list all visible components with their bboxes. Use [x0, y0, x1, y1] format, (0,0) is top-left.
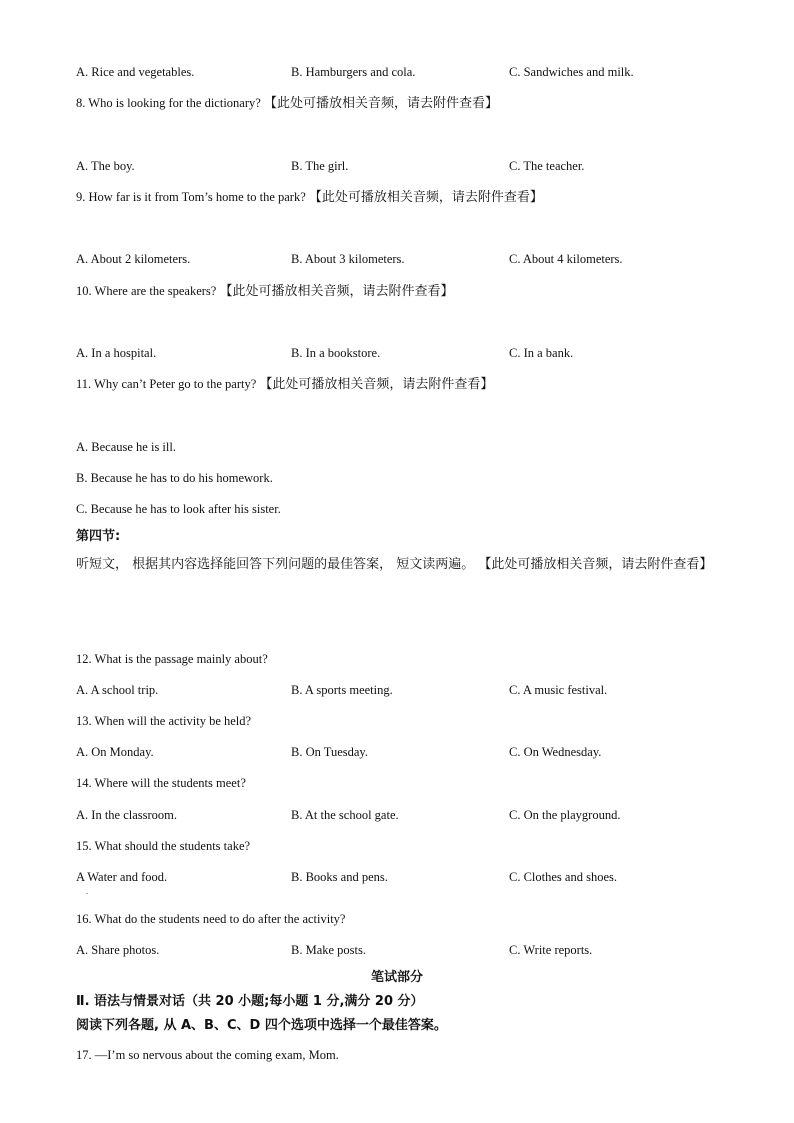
q16-question: 16. What do the students need to do after the activity? — [76, 912, 346, 926]
q9-question: 9. How far is it from Tom’s home to the park? — [76, 190, 306, 204]
q9-option-a: A. About 2 kilometers. — [76, 252, 191, 266]
q8-question-line — [76, 95, 498, 112]
q16-option-c: C. Write reports. — [509, 943, 593, 957]
q12-option-b: B. A sports meeting. — [291, 683, 393, 697]
q10-option-a: A. In a hospital. — [76, 346, 157, 360]
q10-audio-note[interactable]: 【此处可播放相关音频，请去附件查看】 — [219, 284, 454, 299]
q9-option-b: B. About 3 kilometers. — [291, 252, 405, 266]
q8-option-c: C. The teacher. — [509, 159, 585, 173]
q8-audio-note[interactable]: 【此处可播放相关音频，请去附件查看】 — [263, 96, 498, 111]
q13-question: 13. When will the activity be held? — [76, 714, 252, 728]
q10-option-c: C. In a bank. — [509, 346, 574, 360]
q11-question-line — [76, 376, 493, 393]
q15-option-a: A Water and food. — [76, 870, 168, 884]
written-section-title: 笔试部分 — [370, 970, 423, 985]
q14-option-a: A. In the classroom. — [76, 808, 178, 822]
q9-audio-note[interactable]: 【此处可播放相关音频，请去附件查看】 — [308, 190, 543, 205]
q15-question: 15. What should the students take? — [76, 839, 251, 853]
q12-question: 12. What is the passage mainly about? — [76, 652, 268, 666]
q16-option-a: A. Share photos. — [76, 943, 160, 957]
q14-option-c: C. On the playground. — [509, 808, 621, 822]
section4-instruction: 听短文， 根据其内容选择能回答下列问题的最佳答案， 短文读两遍。 【此处可播放相关音频，请去附件查看】 — [76, 557, 713, 572]
q15-option-b: B. Books and pens. — [291, 870, 388, 884]
q11-question: 11. Why can’t Peter go to the party? — [76, 377, 257, 391]
section4-heading: 第四节: — [76, 529, 121, 544]
q11-option-a: A. Because he is ill. — [76, 440, 176, 454]
q8-question: 8. Who is looking for the dictionary? — [76, 96, 261, 110]
q13-option-b: B. On Tuesday. — [291, 745, 368, 759]
q8-option-b: B. The girl. — [291, 159, 349, 173]
q10-question-line — [76, 283, 453, 300]
q10-question: 10. Where are the speakers? — [76, 284, 217, 298]
q8-option-a: A. The boy. — [76, 159, 135, 173]
q7-option-b: B. Hamburgers and cola. — [291, 65, 416, 79]
q10-option-b: B. In a bookstore. — [291, 346, 381, 360]
q13-option-a: A. On Monday. — [76, 745, 154, 759]
q15-option-c: C. Clothes and shoes. — [509, 870, 617, 884]
q16-option-b: B. Make posts. — [291, 943, 366, 957]
q11-option-c: C. Because he has to look after his sister. — [76, 502, 281, 516]
q11-audio-note[interactable]: 【此处可播放相关音频，请去附件查看】 — [259, 377, 494, 392]
q13-option-c: C. On Wednesday. — [509, 745, 602, 759]
q14-option-b: B. At the school gate. — [291, 808, 399, 822]
q9-question-line — [76, 189, 543, 206]
q7-option-a: A. Rice and vegetables. — [76, 65, 195, 79]
q12-option-a: A. A school trip. — [76, 683, 159, 697]
q7-option-c: C. Sandwiches and milk. — [509, 65, 634, 79]
q14-question: 14. Where will the students meet? — [76, 776, 246, 790]
q12-option-c: C. A music festival. — [509, 683, 608, 697]
q9-option-c: C. About 4 kilometers. — [509, 252, 623, 266]
part-ii-heading: Ⅱ. 语法与情景对话（共 20 小题;每小题 1 分,满分 20 分） — [76, 994, 424, 1009]
q17-question: 17. —I’m so nervous about the coming exam, Mom. — [76, 1048, 339, 1062]
q11-option-b: B. Because he has to do his homework. — [76, 471, 273, 485]
part-ii-instruction: 阅读下列各题, 从 A、B、C、D 四个选项中选择一个最佳答案。 — [76, 1018, 447, 1033]
q15-stray-mark: . — [86, 887, 88, 896]
